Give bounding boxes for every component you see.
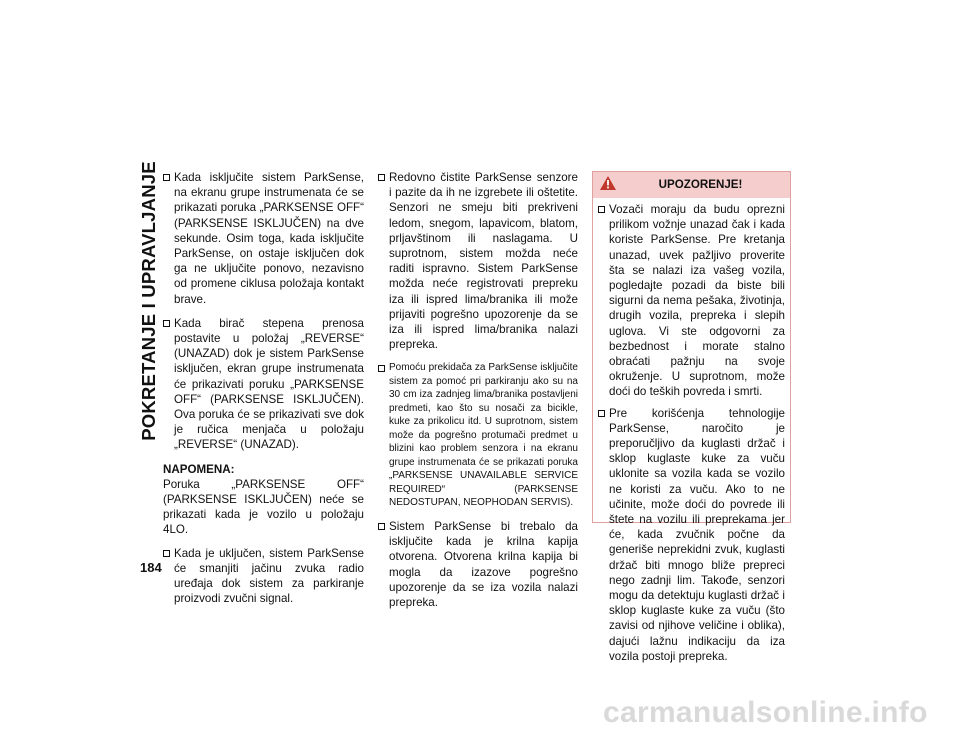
square-bullet-icon	[163, 550, 170, 557]
warning-title: UPOZORENJE!	[658, 178, 743, 191]
list-item	[163, 546, 364, 607]
warning-box	[592, 171, 791, 663]
warning-header	[593, 172, 790, 198]
square-bullet-icon	[598, 206, 605, 213]
list-item	[163, 170, 364, 307]
square-bullet-icon	[163, 174, 170, 181]
square-bullet-icon	[598, 410, 605, 417]
warning-body	[593, 198, 790, 664]
note-text: Poruka „PARKSENSE OFF“ (PARKSENSE ISKLJUČEN) neće se prikazati kada je vozilo u položaju 4LO.	[163, 477, 364, 537]
list-item-text: Pre korišćenja tehnologije ParkSense, naročito je preporučljivo da kuglasti držač i sklop kuglaste kuke za vuču uklonite sa vozila kada se vozilo ne koristi za vuču. Ako to ne učinite, može doći do povrede ili štete na vozilu ili preprekama jer će, kada zvučnik počne da generiše neprekidni zvuk, kuglasti držač biti mnogo bliže prepreci nego zadnji lim. Takođe, senzori mogu da detektuju kuglasti držač i sklop kuglaste kuke za vuču (što zavisi od njihove veličine i oblika), dajući lažnu indikaciju da iza vozila postoji prepreka.	[609, 406, 785, 663]
watermark: carmanualsonline.info	[603, 696, 928, 729]
list-item	[378, 519, 578, 610]
list-item	[378, 361, 578, 510]
square-bullet-icon	[378, 365, 385, 372]
page-number: 184	[140, 560, 162, 575]
list-item	[598, 406, 785, 664]
side-section-title	[134, 161, 164, 441]
column-1	[163, 170, 364, 615]
list-item-text: Kada isključite sistem ParkSense, na ekranu grupe instrumenata će se prikazati poruka „PARKSENSE OFF“ (PARKSENSE ISKLJUČEN) na dve sekunde. Osim toga, kada isključite ParkSense, on ostaje isključen dok ga ne uključite ponovo, nezavisno od promene ciklusa položaja kontakt brave.	[174, 171, 364, 306]
note-title: NAPOMENA:	[163, 462, 235, 476]
list-item	[598, 202, 785, 400]
list-item-text: Sistem ParkSense bi trebalo da isključite kada je krilna kapija otvorena. Otvorena krilna kapija bi mogla da izazove pogrešno upozorenje da se iza vozila nalazi prepreka.	[389, 519, 578, 609]
square-bullet-icon	[163, 320, 170, 327]
list-item-text: Vozači moraju da budu oprezni prilikom vožnje unazad čak i kada koriste ParkSense. Pre kretanja unazad, uvek pažljivo proverite šta se nalazi iza vašeg vozila, pogledajte pozadi da biste bili sigurni da nema pešaka, životinja, drugih vozila, prepreka i slepih uglova. Vi ste odgovorni za bezbednost i morate stalno obraćati pažnju na svoje okruženje. U suprotnom, može doći do teških povreda i smrti.	[609, 203, 785, 399]
column-2	[378, 170, 578, 619]
square-bullet-icon	[378, 174, 385, 181]
list-item-text: Redovno čistite ParkSense senzore i pazite da ih ne izgrebete ili oštetite. Senzori ne smeju biti prekriveni ledom, snegom, lapavicom, blatom, prljavštinom ili naslagama. U suprotnom, sistem možda neće raditi ispravno. Sistem ParkSense možda neće registrovati prepreku iza ili ispred lima/branika ili može prijaviti pogrešno upozorenje da se iza ili ispred lima/branika nalazi prepreka.	[389, 171, 578, 352]
list-item-text: Kada je uključen, sistem ParkSense će smanjiti jačinu zvuka radio uređaja dok sistem za parkiranje proizvodi zvučni signal.	[174, 546, 364, 606]
list-item	[378, 170, 578, 352]
list-item-text: Kada birač stepena prenosa postavite u položaj „REVERSE“ (UNAZAD) dok je sistem ParkSense isključen, ekran grupe instrumenata će prikazivati poruku „PARKSENSE OFF“ (PARKSENSE ISKLJUČEN). Ova poruka će se prikazivati sve dok je ručica menjača u položaju „REVERSE“ (UNAZAD).	[174, 316, 364, 452]
side-section-title-text: POKRETANJE I UPRAVLJANJE	[138, 161, 159, 441]
list-item	[163, 316, 364, 453]
square-bullet-icon	[378, 523, 385, 530]
list-item-text: Pomoću prekidača za ParkSense isključite sistem za pomoć pri parkiranju ako su na 30 cm iza zadnjeg lima/branika postavljeni predmeti, kao što su nosači za bicikle, kuke za prikolicu itd. U suprotnom, sistem može da pogrešno protumači predmet u blizini kao problem senzora i na ekranu grupe instrumenata će se prikazati poruka „PARKSENSE UNAVAILABLE SERVICE REQUIRED“ (PARKSENSE NEDOSTUPAN, NEOPHODAN SERVIS).	[389, 362, 578, 509]
